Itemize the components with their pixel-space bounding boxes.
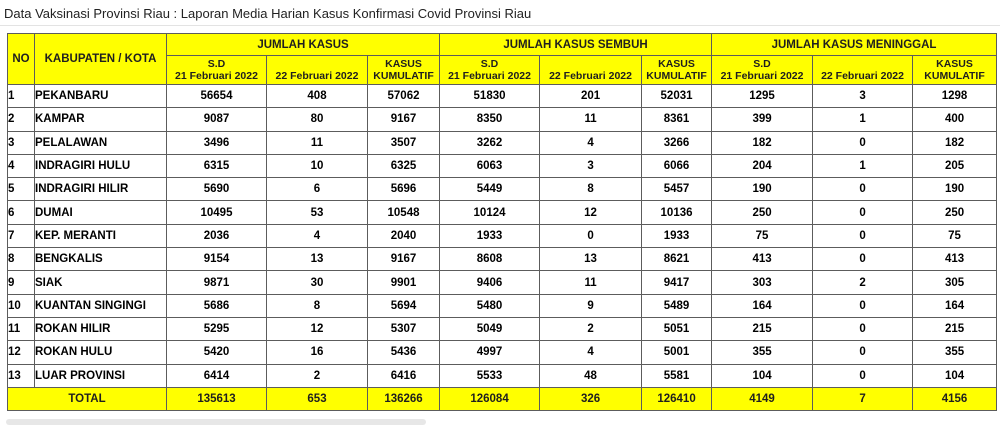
header-sd-label: S.D — [753, 58, 771, 70]
value-cell: 0 — [813, 248, 913, 271]
total-value-cell: 126410 — [642, 387, 712, 410]
value-cell: 6416 — [368, 364, 440, 387]
header-daily-date: 22 Februari 2022 — [821, 70, 904, 82]
value-cell: 4997 — [440, 341, 540, 364]
region-name: LUAR PROVINSI — [35, 364, 167, 387]
total-value-cell: 653 — [267, 387, 368, 410]
value-cell: 408 — [267, 85, 368, 108]
row-number: 9 — [8, 271, 35, 294]
value-cell: 1298 — [913, 85, 997, 108]
row-number: 1 — [8, 85, 35, 108]
value-cell: 3 — [813, 85, 913, 108]
table-row — [8, 294, 997, 317]
value-cell: 0 — [813, 294, 913, 317]
header-sd-label: S.D — [480, 58, 499, 70]
value-cell: 1 — [813, 108, 913, 131]
value-cell: 400 — [913, 108, 997, 131]
header-sd-date: 21 Februari 2022 — [448, 70, 531, 82]
value-cell: 5001 — [642, 341, 712, 364]
value-cell: 0 — [813, 131, 913, 154]
row-number: 8 — [8, 248, 35, 271]
value-cell: 413 — [712, 248, 813, 271]
value-cell: 9167 — [368, 108, 440, 131]
region-name: DUMAI — [35, 201, 167, 224]
value-cell: 8608 — [440, 248, 540, 271]
table-row — [8, 178, 997, 201]
row-number: 6 — [8, 201, 35, 224]
value-cell: 215 — [913, 317, 997, 340]
value-cell: 5051 — [642, 317, 712, 340]
table-row — [8, 364, 997, 387]
value-cell: 5457 — [642, 178, 712, 201]
value-cell: 182 — [712, 131, 813, 154]
header-cases-cumulative — [368, 56, 440, 85]
header-daily-date: 22 Februari 2022 — [549, 70, 632, 82]
value-cell: 5420 — [167, 341, 267, 364]
region-name: SIAK — [35, 271, 167, 294]
value-cell: 2040 — [368, 224, 440, 247]
row-number: 7 — [8, 224, 35, 247]
value-cell: 10124 — [440, 201, 540, 224]
value-cell: 413 — [913, 248, 997, 271]
value-cell: 4 — [540, 131, 642, 154]
value-cell: 5489 — [642, 294, 712, 317]
total-value-cell: 4156 — [913, 387, 997, 410]
value-cell: 10 — [267, 154, 368, 177]
value-cell: 5436 — [368, 341, 440, 364]
value-cell: 250 — [712, 201, 813, 224]
value-cell: 10136 — [642, 201, 712, 224]
value-cell: 5690 — [167, 178, 267, 201]
value-cell: 5696 — [368, 178, 440, 201]
header-cum-bottom: KUMULATIF — [924, 70, 985, 82]
region-name: KAMPAR — [35, 108, 167, 131]
row-number: 2 — [8, 108, 35, 131]
region-name: BENGKALIS — [35, 248, 167, 271]
header-cum-bottom: KUMULATIF — [646, 70, 707, 82]
value-cell: 13 — [267, 248, 368, 271]
header-region: KABUPATEN / KOTA — [35, 34, 167, 85]
table-row — [8, 271, 997, 294]
value-cell: 51830 — [440, 85, 540, 108]
value-cell: 3507 — [368, 131, 440, 154]
row-number: 3 — [8, 131, 35, 154]
header-sd-date: 21 Februari 2022 — [720, 70, 804, 82]
value-cell: 1933 — [642, 224, 712, 247]
value-cell: 5581 — [642, 364, 712, 387]
value-cell: 215 — [712, 317, 813, 340]
region-name: INDRAGIRI HILIR — [35, 178, 167, 201]
value-cell: 75 — [712, 224, 813, 247]
value-cell: 56654 — [167, 85, 267, 108]
value-cell: 5694 — [368, 294, 440, 317]
value-cell: 5449 — [440, 178, 540, 201]
value-cell: 5480 — [440, 294, 540, 317]
value-cell: 30 — [267, 271, 368, 294]
value-cell: 164 — [913, 294, 997, 317]
value-cell: 9167 — [368, 248, 440, 271]
value-cell: 182 — [913, 131, 997, 154]
value-cell: 6066 — [642, 154, 712, 177]
table-body — [8, 85, 997, 411]
header-deaths-sd — [712, 56, 813, 85]
value-cell: 1295 — [712, 85, 813, 108]
value-cell: 57062 — [368, 85, 440, 108]
value-cell: 104 — [913, 364, 997, 387]
value-cell: 53 — [267, 201, 368, 224]
value-cell: 6325 — [368, 154, 440, 177]
table-row — [8, 154, 997, 177]
value-cell: 2 — [813, 271, 913, 294]
value-cell: 9087 — [167, 108, 267, 131]
value-cell: 8 — [540, 178, 642, 201]
value-cell: 16 — [267, 341, 368, 364]
page-title: Data Vaksinasi Provinsi Riau : Laporan Media Harian Kasus Konfirmasi Covid Provinsi Riau — [4, 6, 532, 21]
value-cell: 4 — [540, 341, 642, 364]
total-value-cell: 7 — [813, 387, 913, 410]
value-cell: 303 — [712, 271, 813, 294]
value-cell: 0 — [813, 224, 913, 247]
value-cell: 250 — [913, 201, 997, 224]
value-cell: 204 — [712, 154, 813, 177]
value-cell: 190 — [712, 178, 813, 201]
row-number: 4 — [8, 154, 35, 177]
header-group-cases: JUMLAH KASUS — [167, 34, 440, 56]
value-cell: 52031 — [642, 85, 712, 108]
value-cell: 8361 — [642, 108, 712, 131]
value-cell: 3266 — [642, 131, 712, 154]
table-row — [8, 341, 997, 364]
value-cell: 2 — [267, 364, 368, 387]
header-recovered-sd — [440, 56, 540, 85]
value-cell: 3262 — [440, 131, 540, 154]
value-cell: 5533 — [440, 364, 540, 387]
value-cell: 9901 — [368, 271, 440, 294]
value-cell: 355 — [712, 341, 813, 364]
value-cell: 10548 — [368, 201, 440, 224]
value-cell: 9154 — [167, 248, 267, 271]
value-cell: 104 — [712, 364, 813, 387]
table-row — [8, 248, 997, 271]
total-label: TOTAL — [8, 387, 167, 410]
horizontal-scrollbar[interactable] — [6, 419, 426, 425]
header-cum-top: KASUS — [936, 58, 973, 70]
row-number: 10 — [8, 294, 35, 317]
value-cell: 75 — [913, 224, 997, 247]
value-cell: 80 — [267, 108, 368, 131]
value-cell: 9417 — [642, 271, 712, 294]
value-cell: 10495 — [167, 201, 267, 224]
title-divider — [0, 25, 1000, 26]
header-cum-top: KASUS — [658, 58, 695, 70]
value-cell: 13 — [540, 248, 642, 271]
table-row — [8, 201, 997, 224]
value-cell: 1 — [813, 154, 913, 177]
row-number: 11 — [8, 317, 35, 340]
header-cases-daily — [267, 56, 368, 85]
value-cell: 6063 — [440, 154, 540, 177]
row-number: 5 — [8, 178, 35, 201]
value-cell: 0 — [813, 178, 913, 201]
header-sd-label: S.D — [207, 58, 226, 70]
value-cell: 48 — [540, 364, 642, 387]
header-cum-bottom: KUMULATIF — [373, 70, 434, 82]
covid-cases-table — [7, 33, 997, 411]
table-row — [8, 108, 997, 131]
value-cell: 9406 — [440, 271, 540, 294]
value-cell: 3496 — [167, 131, 267, 154]
value-cell: 8 — [267, 294, 368, 317]
value-cell: 5307 — [368, 317, 440, 340]
total-value-cell: 126084 — [440, 387, 540, 410]
value-cell: 0 — [813, 341, 913, 364]
header-no: NO — [8, 34, 35, 85]
value-cell: 0 — [813, 317, 913, 340]
header-cases-sd — [167, 56, 267, 85]
value-cell: 6315 — [167, 154, 267, 177]
value-cell: 3 — [540, 154, 642, 177]
value-cell: 8621 — [642, 248, 712, 271]
header-deaths-cumulative — [913, 56, 997, 85]
header-daily-date: 22 Februari 2022 — [275, 70, 359, 82]
value-cell: 5049 — [440, 317, 540, 340]
table-row — [8, 224, 997, 247]
value-cell: 399 — [712, 108, 813, 131]
table-row — [8, 317, 997, 340]
value-cell: 0 — [813, 364, 913, 387]
region-name: PELALAWAN — [35, 131, 167, 154]
table-row — [8, 85, 997, 108]
value-cell: 305 — [913, 271, 997, 294]
value-cell: 5295 — [167, 317, 267, 340]
region-name: PEKANBARU — [35, 85, 167, 108]
value-cell: 1933 — [440, 224, 540, 247]
value-cell: 12 — [540, 201, 642, 224]
header-recovered-cumulative — [642, 56, 712, 85]
value-cell: 205 — [913, 154, 997, 177]
value-cell: 4 — [267, 224, 368, 247]
value-cell: 2036 — [167, 224, 267, 247]
value-cell: 11 — [540, 271, 642, 294]
value-cell: 201 — [540, 85, 642, 108]
row-number: 12 — [8, 341, 35, 364]
value-cell: 6414 — [167, 364, 267, 387]
value-cell: 164 — [712, 294, 813, 317]
value-cell: 2 — [540, 317, 642, 340]
value-cell: 0 — [540, 224, 642, 247]
total-value-cell: 4149 — [712, 387, 813, 410]
value-cell: 12 — [267, 317, 368, 340]
total-row — [8, 387, 997, 410]
region-name: ROKAN HILIR — [35, 317, 167, 340]
value-cell: 11 — [540, 108, 642, 131]
total-value-cell: 326 — [540, 387, 642, 410]
region-name: KEP. MERANTI — [35, 224, 167, 247]
value-cell: 190 — [913, 178, 997, 201]
total-value-cell: 136266 — [368, 387, 440, 410]
value-cell: 9871 — [167, 271, 267, 294]
value-cell: 8350 — [440, 108, 540, 131]
header-group-deaths: JUMLAH KASUS MENINGGAL — [712, 34, 997, 56]
row-number: 13 — [8, 364, 35, 387]
value-cell: 355 — [913, 341, 997, 364]
header-recovered-daily — [540, 56, 642, 85]
value-cell: 0 — [813, 201, 913, 224]
region-name: INDRAGIRI HULU — [35, 154, 167, 177]
header-group-recovered: JUMLAH KASUS SEMBUH — [440, 34, 712, 56]
value-cell: 6 — [267, 178, 368, 201]
header-cum-top: KASUS — [385, 58, 422, 70]
region-name: KUANTAN SINGINGI — [35, 294, 167, 317]
region-name: ROKAN HULU — [35, 341, 167, 364]
total-value-cell: 135613 — [167, 387, 267, 410]
table-row — [8, 131, 997, 154]
header-deaths-daily — [813, 56, 913, 85]
value-cell: 9 — [540, 294, 642, 317]
value-cell: 5686 — [167, 294, 267, 317]
value-cell: 11 — [267, 131, 368, 154]
header-sd-date: 21 Februari 2022 — [175, 70, 258, 82]
